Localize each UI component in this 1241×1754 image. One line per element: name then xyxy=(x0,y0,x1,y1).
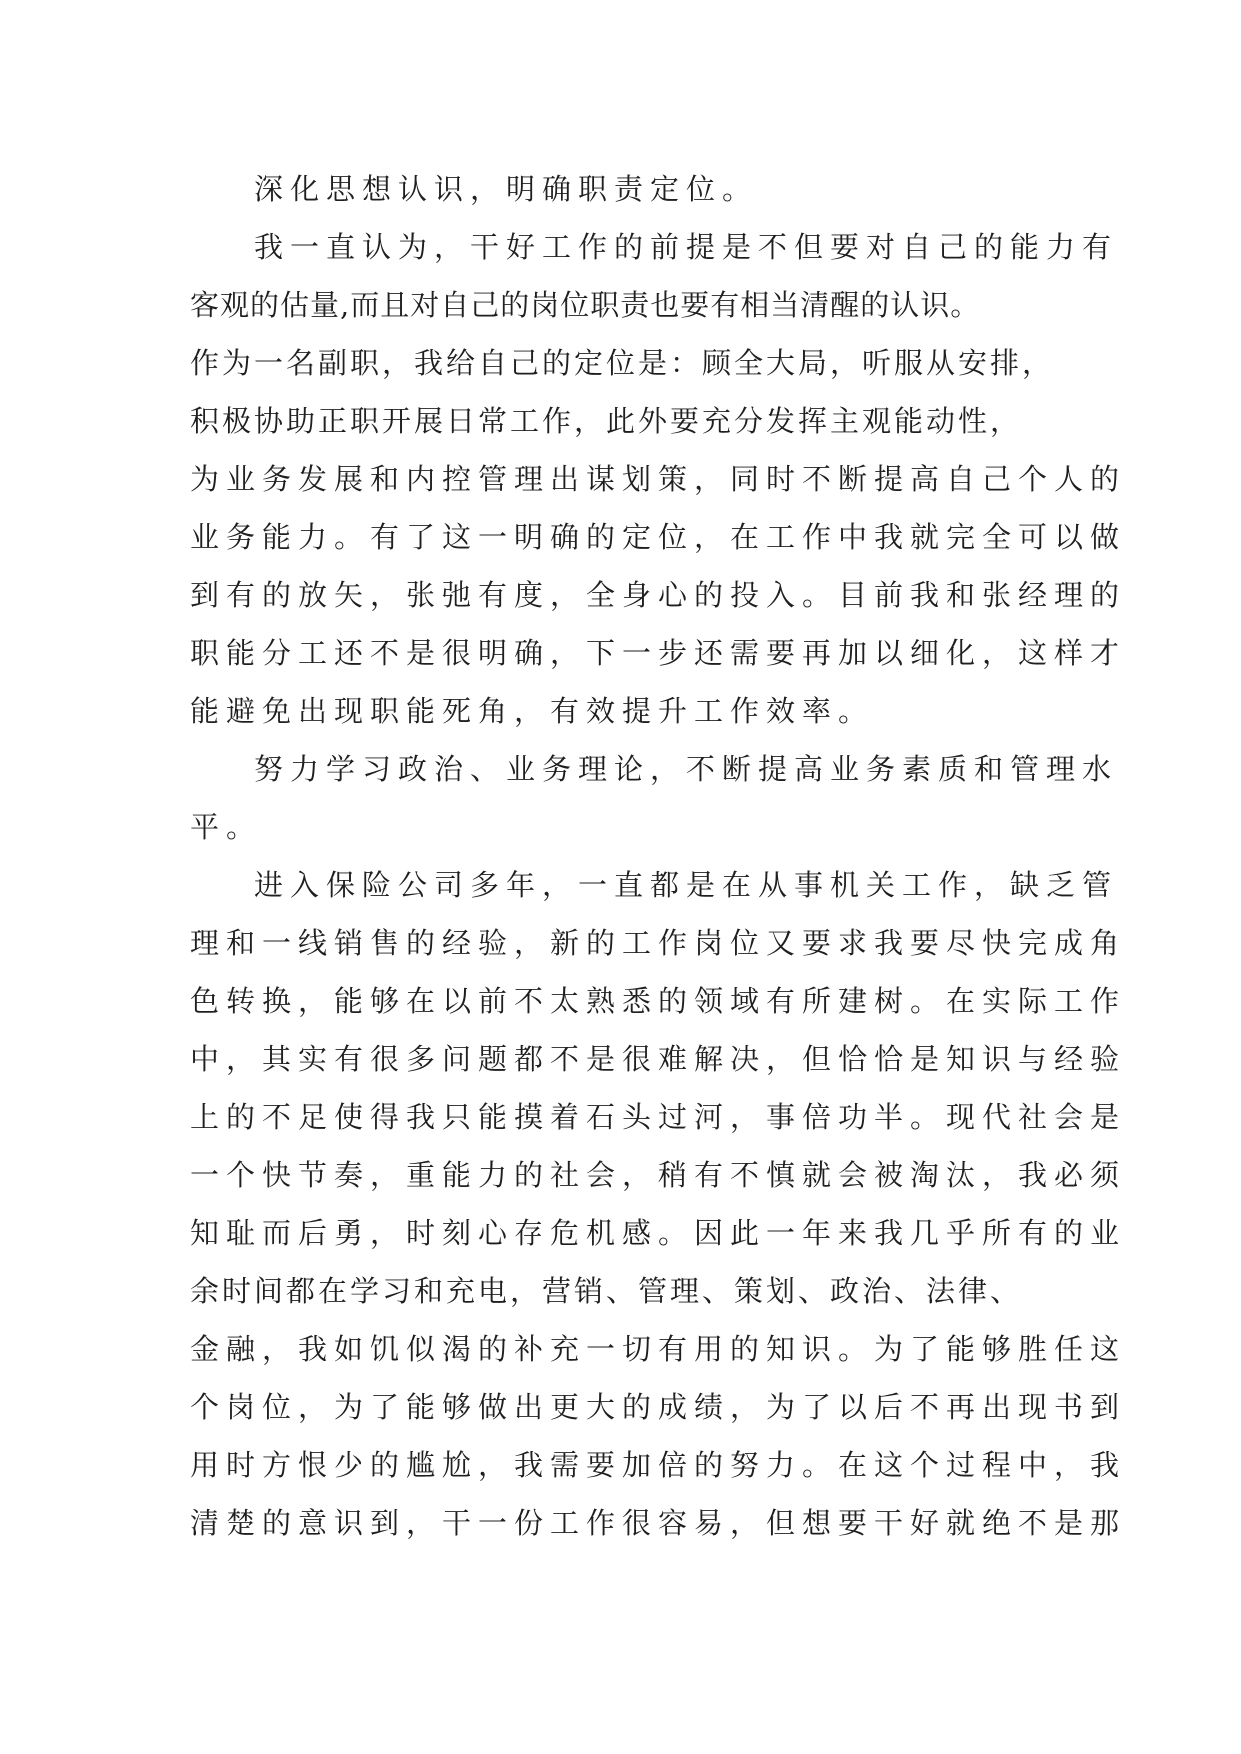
text-line: 客观的估量,而且对自己的岗位职责也要有相当清醒的认识。 xyxy=(190,288,981,322)
text-line: 中，其实有很多问题都不是很难解决，但恰恰是知识与经验 xyxy=(190,1042,1127,1076)
text-line: 知耻而后勇，时刻心存危机感。因此一年来我几乎所有的业 xyxy=(190,1216,1127,1250)
text-line: 理和一线销售的经验，新的工作岗位又要求我要尽快完成角 xyxy=(190,926,1127,960)
text-line: 色转换，能够在以前不太熟悉的领域有所建树。在实际工作 xyxy=(190,984,1127,1018)
text-line: 为业务发展和内控管理出谋划策，同时不断提高自己个人的 xyxy=(190,462,1127,496)
text-line: 平。 xyxy=(190,810,263,844)
text-line: 用时方恨少的尴尬，我需要加倍的努力。在这个过程中，我 xyxy=(190,1448,1127,1482)
text-line: 一个快节奏，重能力的社会，稍有不慎就会被淘汰，我必须 xyxy=(190,1158,1127,1192)
text-line: 清楚的意识到，干一份工作很容易，但想要干好就绝不是那 xyxy=(190,1506,1127,1540)
text-line: 进入保险公司多年，一直都是在从事机关工作，缺乏管 xyxy=(254,868,1119,902)
text-line: 个岗位，为了能够做出更大的成绩，为了以后不再出现书到 xyxy=(190,1390,1127,1424)
text-line: 到有的放矢，张弛有度，全身心的投入。目前我和张经理的 xyxy=(190,578,1127,612)
text-line: 努力学习政治、业务理论，不断提高业务素质和管理水 xyxy=(254,752,1119,786)
text-line: 余时间都在学习和充电，营销、管理、策划、政治、法律、 xyxy=(190,1274,1023,1308)
document-body xyxy=(190,160,1127,1552)
text-line: 我一直认为，干好工作的前提是不但要对自己的能力有 xyxy=(254,230,1119,264)
text-line: 业务能力。有了这一明确的定位，在工作中我就完全可以做 xyxy=(190,520,1127,554)
text-line: 作为一名副职，我给自己的定位是：顾全大局，听服从安排， xyxy=(190,346,1055,380)
text-line: 上的不足使得我只能摸着石头过河，事倍功半。现代社会是 xyxy=(190,1100,1127,1134)
text-line: 积极协助正职开展日常工作，此外要充分发挥主观能动性， xyxy=(190,404,1023,438)
text-line: 职能分工还不是很明确，下一步还需要再加以细化，这样才 xyxy=(190,636,1127,670)
text-line: 深化思想认识，明确职责定位。 xyxy=(254,172,759,206)
text-line: 能避免出现职能死角，有效提升工作效率。 xyxy=(190,694,875,728)
text-line: 金融，我如饥似渴的补充一切有用的知识。为了能够胜任这 xyxy=(190,1332,1127,1366)
